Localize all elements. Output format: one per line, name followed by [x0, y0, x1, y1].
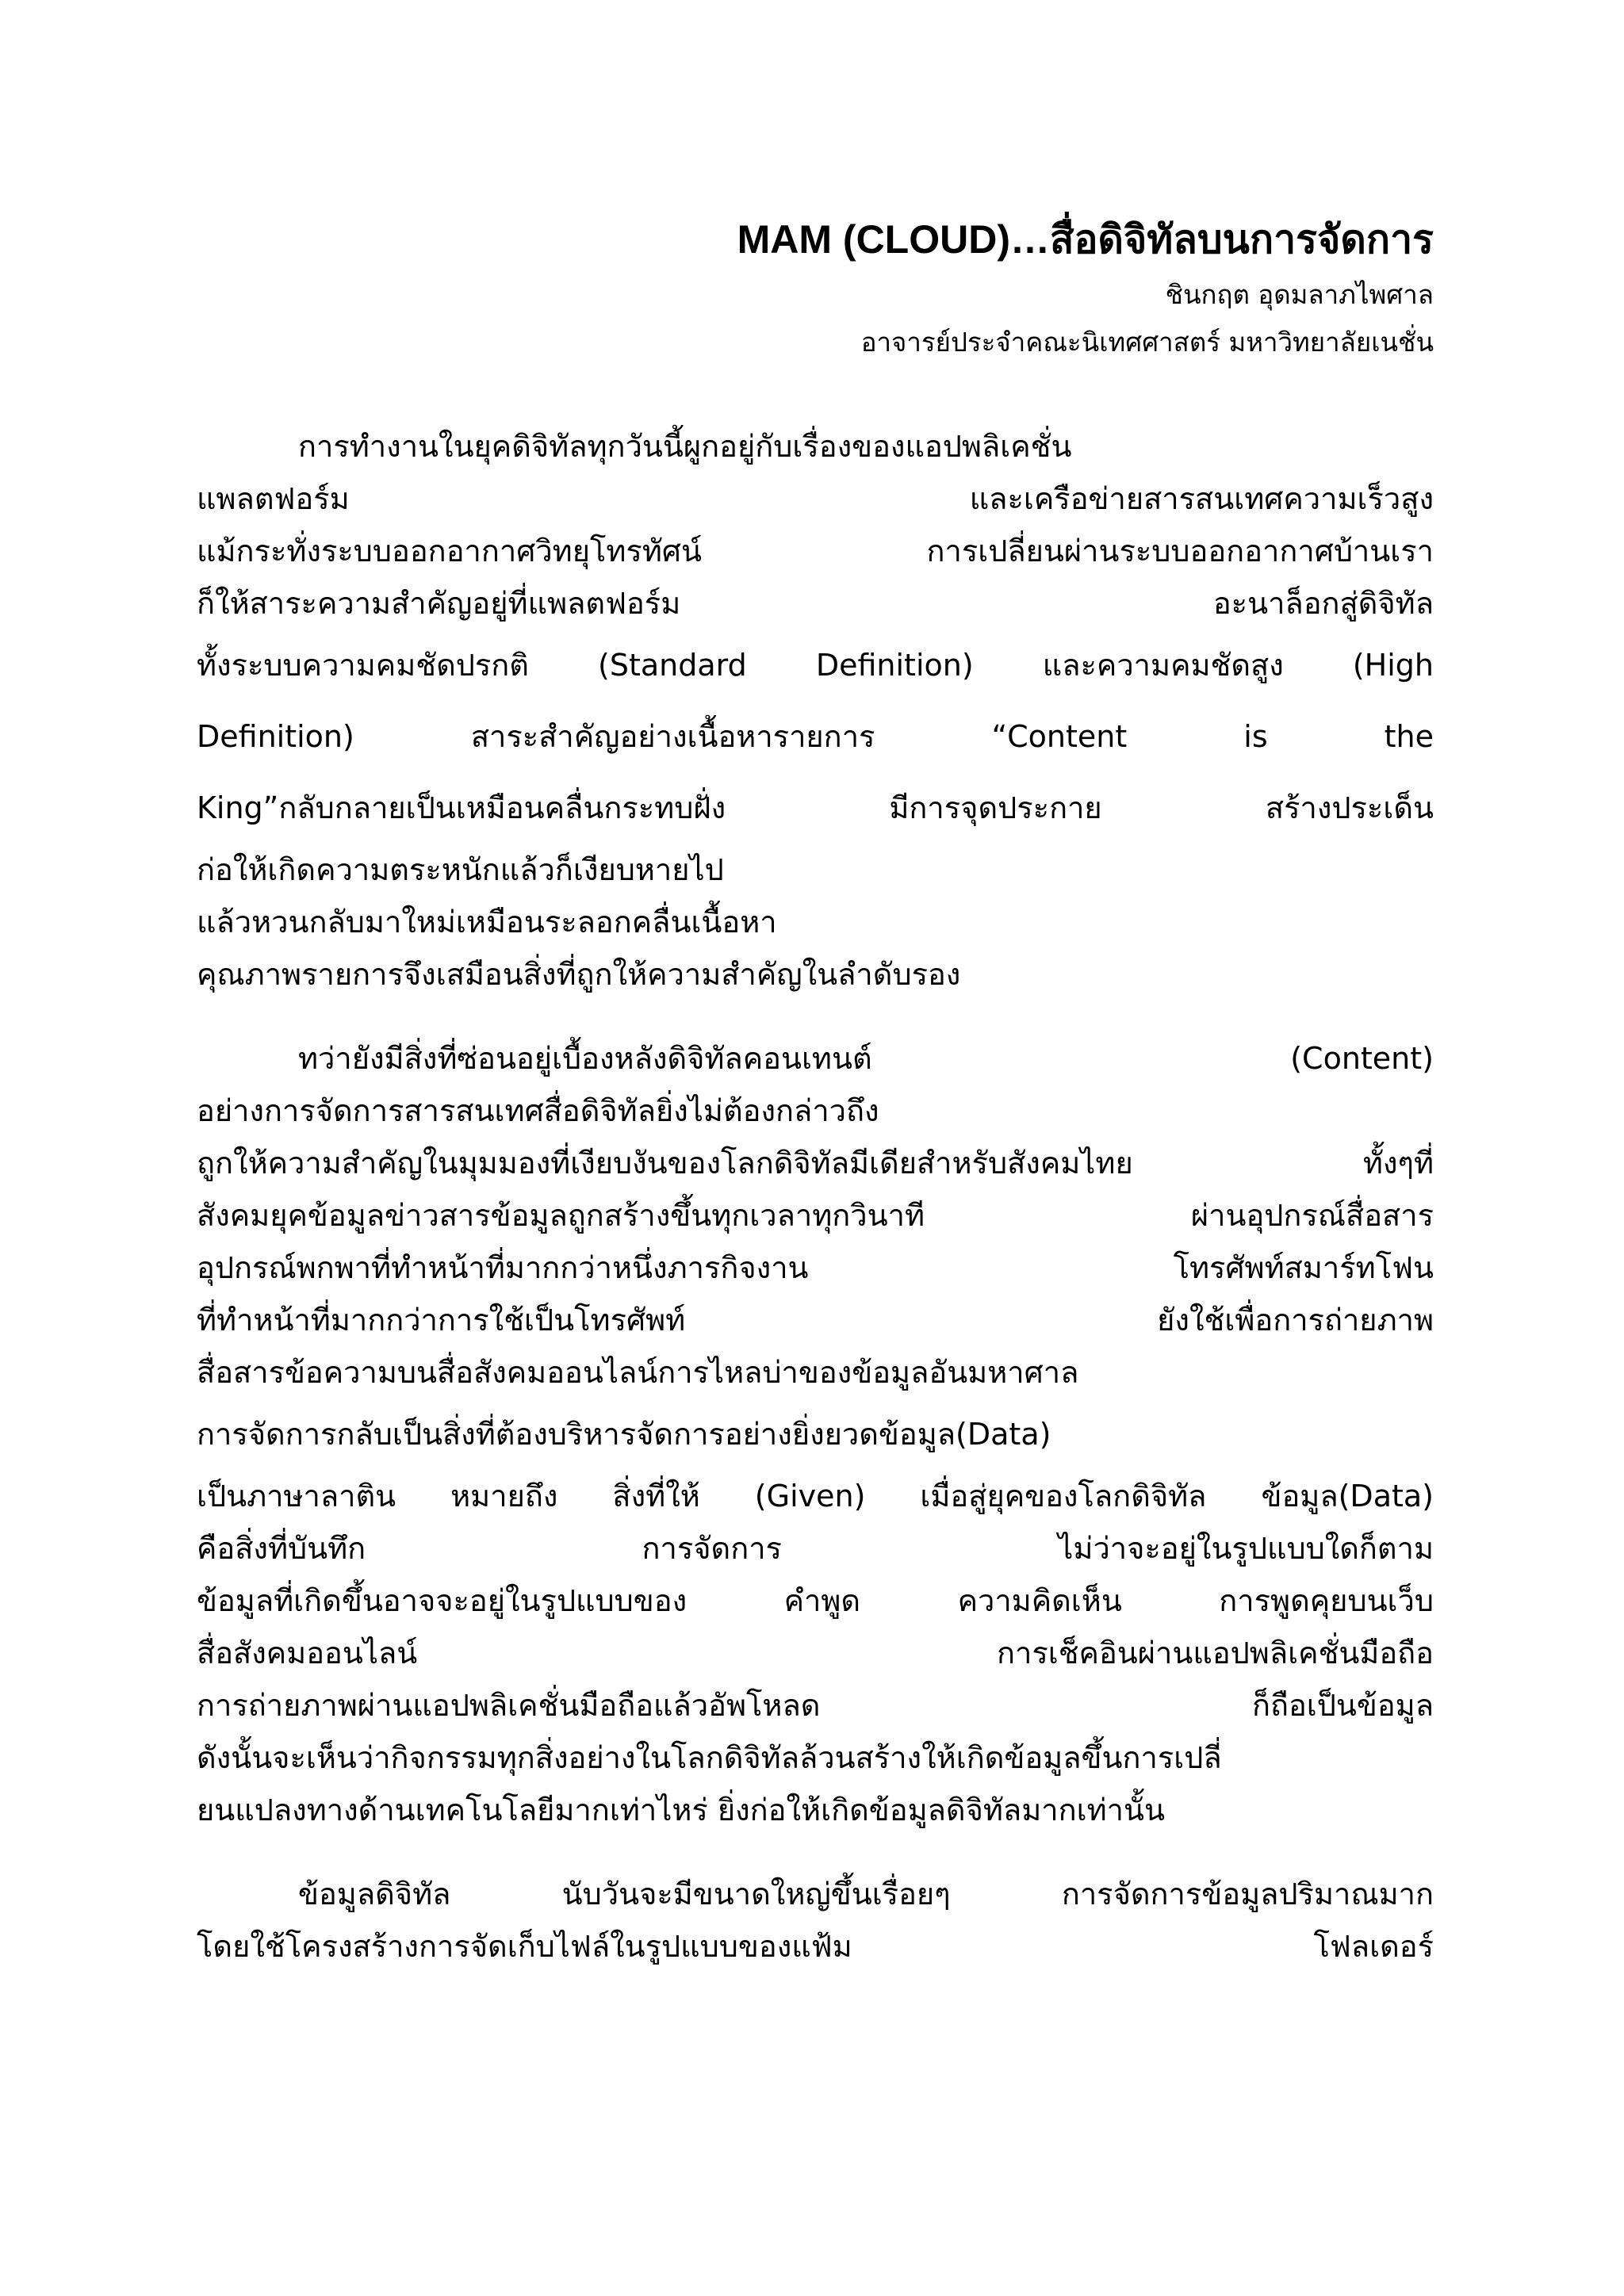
paragraph-line: แพลตฟอร์ม และเครือข่ายสารสนเทศความเร็วสูง — [197, 481, 1434, 516]
paragraph-line: แม้กระทั่งระบบออกอากาศวิทยุโทรทัศน์ การเปลี่ยนผ่านระบบออกอากาศบ้านเรา — [197, 534, 1434, 568]
paragraph-spacer — [197, 1001, 1434, 1032]
paragraph-line: การจัดการกลับเป็นสิ่งที่ต้องบริหารจัดการอย่างยิ่งยวดข้อมูล(Data) — [197, 1417, 1051, 1452]
paragraph-line: สังคมยุคข้อมูลข่าวสารข้อมูลถูกสร้างขึ้นทุกเวลาทุกวินาที ผ่านอุปกรณ์สื่อสาร — [197, 1198, 1434, 1233]
paragraph-line: เป็นภาษาลาติน หมายถึง สิ่งที่ให้ (Given) เมื่อสู่ยุคของโลกดิจิทัล ข้อมูล(Data) — [197, 1479, 1434, 1513]
document-body — [197, 420, 1434, 1973]
author-name: ชินกฤต อุดมลาภไพศาล — [1165, 279, 1434, 310]
paragraph-line: ทว่ายังมีสิ่งที่ซ่อนอยู่เบื้องหลังดิจิทัลคอนเทนต์ (Content) — [298, 1041, 1434, 1076]
paragraph-line: ข้อมูลที่เกิดขึ้นอาจจะอยู่ในรูปแบบของ คำพูด ความคิดเห็น การพูดคุยบนเว็บ — [197, 1583, 1434, 1618]
paragraph-line: การถ่ายภาพผ่านแอปพลิเคชั่นมือถือแล้วอัพโหลด ก็ถือเป็นข้อมูล — [197, 1688, 1434, 1723]
paragraph-line: ทั้งระบบความคมชัดปรกติ (Standard Definition) และความคมชัดสูง (High — [197, 648, 1434, 683]
paragraph-line: ดังนั้นจะเห็นว่ากิจกรรมทุกสิ่งอย่างในโลกดิจิทัลล้วนสร้างให้เกิดข้อมูลขึ้นการเปลี่ — [197, 1740, 1222, 1775]
paragraph-line: ยนแปลงทางด้านเทคโนโลยีมากเท่าไหร่ ยิ่งก่อให้เกิดข้อมูลดิจิทัลมากเท่านั้น — [197, 1793, 1165, 1827]
paragraph-line: โดยใช้โครงสร้างการจัดเก็บไฟล์ในรูปแบบของแฟ้ม โฟลเดอร์ — [197, 1929, 1434, 1964]
paragraph-line: ถูกให้ความสำคัญในมุมมองที่เงียบงันของโลกดิจิทัลมีเดียสำหรับสังคมไทย ทั้งๆที่ — [197, 1146, 1434, 1181]
paragraph-line: การทำงานในยุคดิจิทัลทุกวันนี้ผูกอยู่กับเรื่องของแอปพลิเคชั่น — [298, 429, 1072, 464]
paragraph-line: สื่อสังคมออนไลน์ การเช็คอินผ่านแอปพลิเคชั่นมือถือ — [197, 1636, 1434, 1670]
document-title: MAM (CLOUD)…สื่อดิจิทัลบนการจัดการ — [737, 217, 1434, 262]
paragraph-line: อุปกรณ์พกพาที่ทำหน้าที่มากกว่าหนึ่งภารกิจงาน โทรศัพท์สมาร์ทโฟน — [197, 1250, 1434, 1285]
paragraph-line: ก็ให้สาระความสำคัญอยู่ที่แพลตฟอร์ม อะนาล็อกสู่ดิจิทัล — [197, 586, 1434, 621]
document-header — [324, 208, 1434, 366]
paragraph-line: ข้อมูลดิจิทัล นับวันจะมีขนาดใหญ่ขึ้นเรื่อยๆ การจัดการข้อมูลปริมาณมาก — [298, 1877, 1434, 1911]
author-affiliation: อาจารย์ประจำคณะนิเทศศาสตร์ มหาวิทยาลัยเนชั่น — [860, 327, 1434, 358]
paragraph-line: แล้วหวนกลับมาใหม่เหมือนระลอกคลื่นเนื้อหา — [197, 905, 777, 939]
paragraph-line: ที่ทำหน้าที่มากกว่าการใช้เป็นโทรศัพท์ ยังใช้เพื่อการถ่ายภาพ — [197, 1303, 1434, 1337]
paragraph-line: สื่อสารข้อความบนสื่อสังคมออนไลน์การไหลบ่าของข้อมูลอันมหาศาล — [197, 1355, 1079, 1390]
paragraph-line: ก่อให้เกิดความตระหนักแล้วก็เงียบหายไป — [197, 852, 724, 887]
paragraph-line: Definition) สาระสำคัญอย่างเนื้อหารายการ “Content is the — [197, 719, 1434, 754]
paragraph-line: คือสิ่งที่บันทึก การจัดการ ไม่ว่าจะอยู่ในรูปแบบใดก็ตาม — [197, 1531, 1434, 1566]
paragraph-line: คุณภาพรายการจึงเสมือนสิ่งที่ถูกให้ความสำคัญในลำดับรอง — [197, 957, 961, 992]
paragraph-spacer — [197, 1836, 1434, 1868]
paragraph-line: อย่างการจัดการสารสนเทศสื่อดิจิทัลยิ่งไม่ต้องกล่าวถึง — [197, 1093, 879, 1128]
paragraph-line: King”กลับกลายเป็นเหมือนคลื่นกระทบฝั่ง มีการจุดประกาย สร้างประเด็น — [197, 790, 1434, 825]
